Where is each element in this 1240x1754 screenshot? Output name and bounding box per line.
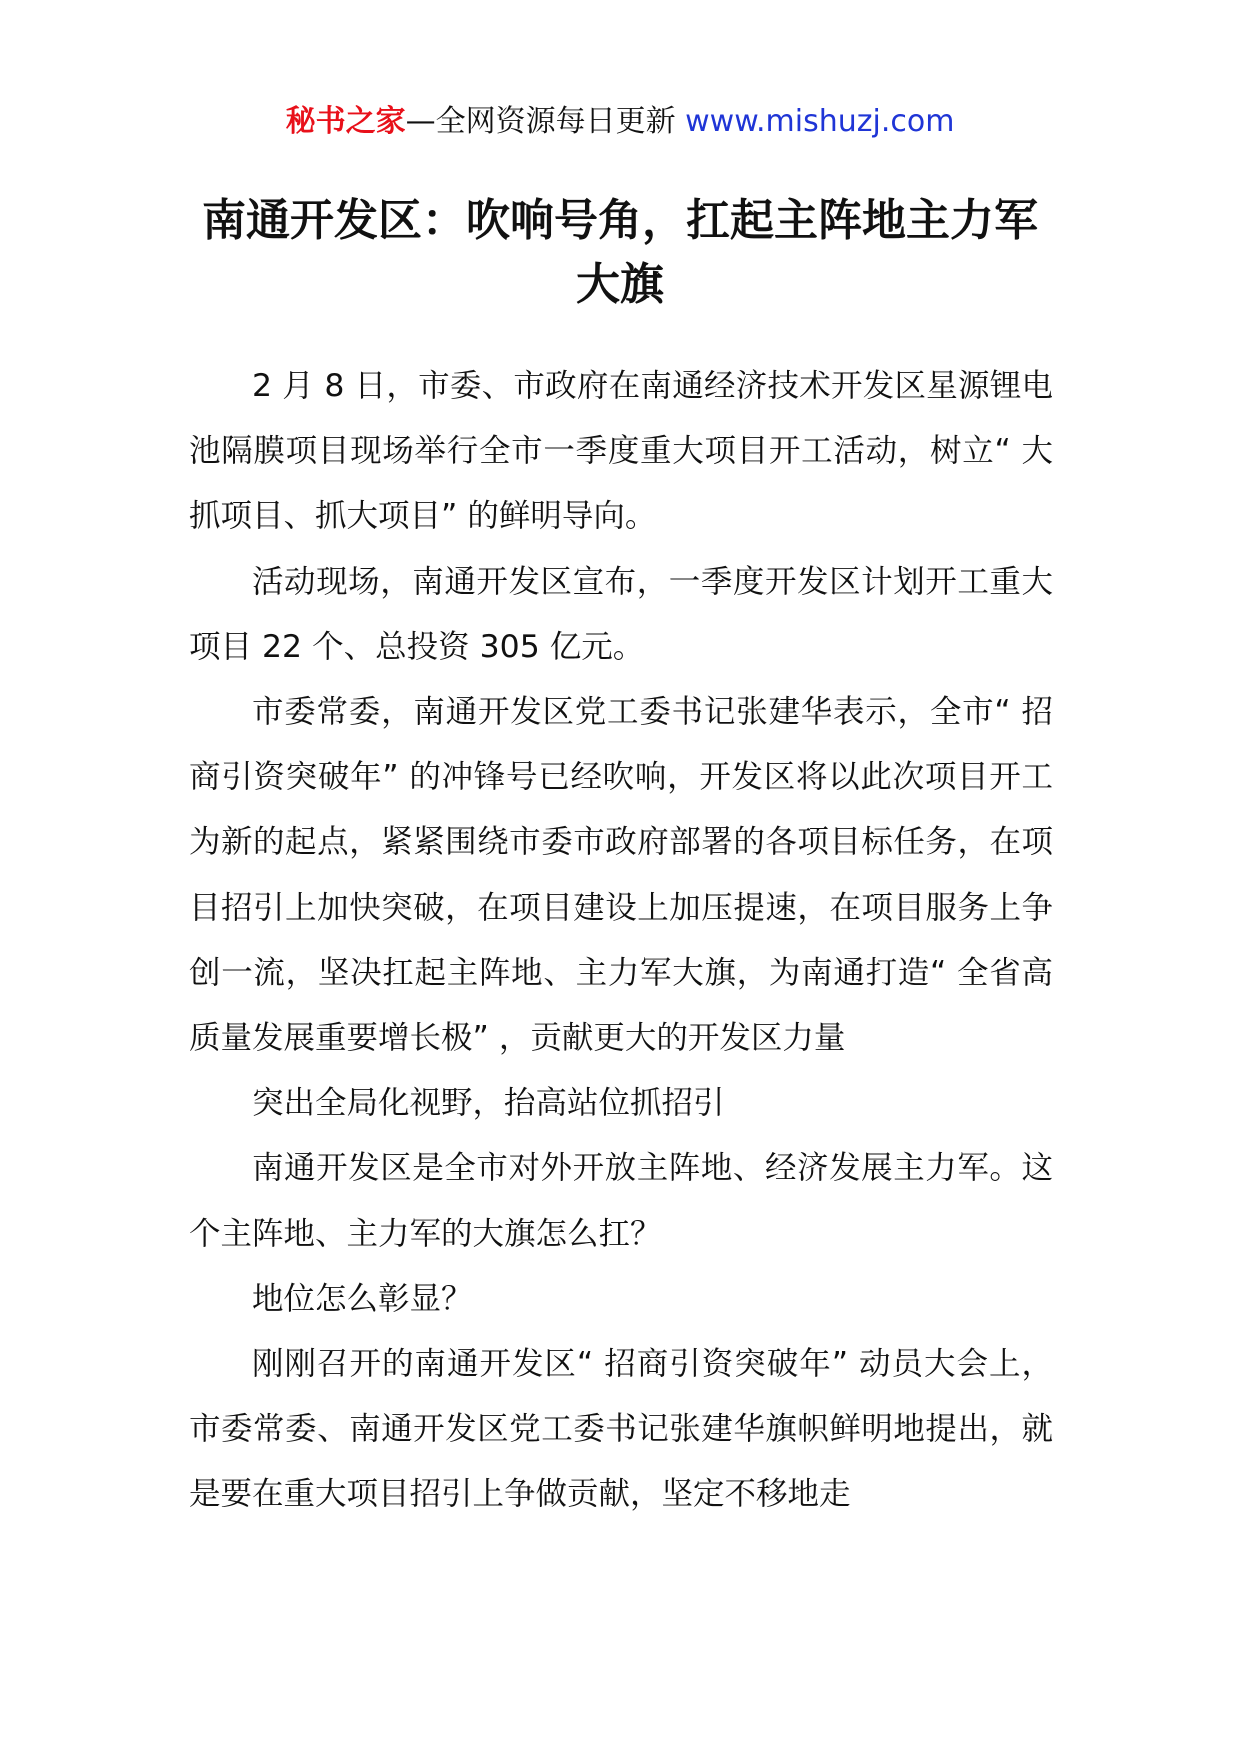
paragraph: 南通开发区是全市对外开放主阵地、经济发展主力军。这个主阵地、主力军的大旗怎么扛？ <box>189 1150 1053 1252</box>
paragraph: 2 月 8 日，市委、市政府在南通经济技术开发区星源锂电池隔膜项目现场举行全市一季度重大项目开工活动，树立“ 大抓项目、抓大项目” 的鲜明导向。 <box>189 368 1053 535</box>
header-tagline: —全网资源每日更新 <box>405 104 676 139</box>
article-title: 南通开发区：吹响号角，扛起主阵地主力军大旗 <box>202 195 1038 311</box>
paragraph: 刚刚召开的南通开发区“ 招商引资突破年” 动员大会上，市委常委、南通开发区党工委书记张建华旗帜鲜明地提出，就是要在重大项目招引上争做贡献，坚定不移地走 <box>189 1346 1053 1513</box>
paragraph: 市委常委，南通开发区党工委书记张建华表示，全市“ 招商引资突破年” 的冲锋号已经吹响，开发区将以此次项目开工为新的起点，紧紧围绕市委市政府部署的各项目标任务，在项目招引上加快突破，在项目建设上加压提速，在项目服务上争创一流，坚决扛起主阵地、主力军大旗，为南通打造“ 全省高质量发展重要增长极” ，贡献更大的开发区力量 <box>189 694 1053 1057</box>
section-heading: 突出全局化视野，抬高站位抓招引 <box>252 1085 725 1122</box>
site-url: www.mishuzj.com <box>685 104 955 139</box>
brand-name: 秘书之家 <box>285 104 406 139</box>
site-header <box>0 102 1240 142</box>
article-body <box>189 354 1053 1528</box>
paragraph: 活动现场，南通开发区宣布，一季度开发区计划开工重大项目 22 个、总投资 305 亿元。 <box>189 563 1053 665</box>
paragraph: 地位怎么彰显？ <box>252 1280 473 1317</box>
